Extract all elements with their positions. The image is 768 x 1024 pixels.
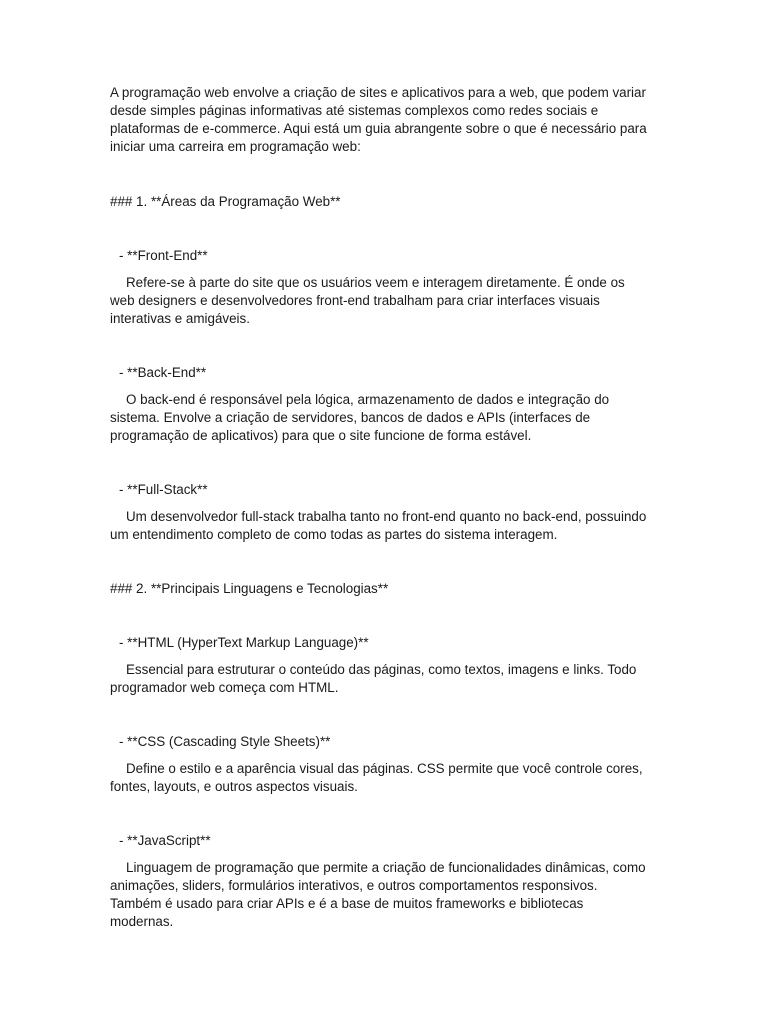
intro-paragraph: A programação web envolve a criação de sites e aplicativos para a web, que podem variar desde simples páginas informativas até sistemas complexos como redes sociais e plataformas de e-commerce. Aqui está um guia abrangente sobre o que é necessário para iniciar uma carreira em programação web:: [110, 85, 647, 154]
section-heading-languages: ### 2. **Principais Linguagens e Tecnologias**: [110, 581, 389, 596]
item-title-html: - **HTML (HyperText Markup Language)**: [119, 635, 369, 650]
section-heading-areas: ### 1. **Áreas da Programação Web**: [110, 194, 341, 209]
item-title-css: - **CSS (Cascading Style Sheets)**: [119, 734, 331, 749]
item-title-javascript: - **JavaScript**: [119, 833, 211, 848]
item-desc-javascript: Linguagem de programação que permite a criação de funcionalidades dinâmicas, como animações, sliders, formulários interativos, e outros comportamentos responsivos. Também é usado para criar APIs e é a base de muitos frameworks e bibliotecas modernas.: [110, 860, 646, 929]
item-desc-full-stack: Um desenvolvedor full-stack trabalha tanto no front-end quanto no back-end, possuindo um entendimento completo de como todas as partes do sistema interagem.: [110, 509, 647, 542]
item-desc-html: Essencial para estruturar o conteúdo das páginas, como textos, imagens e links. Todo programador web começa com HTML.: [110, 662, 637, 695]
document-body: [110, 84, 650, 967]
item-title-full-stack: - **Full-Stack**: [119, 482, 208, 497]
item-title-front-end: - **Front-End**: [119, 248, 208, 263]
item-desc-css: Define o estilo e a aparência visual das páginas. CSS permite que você controle cores, fontes, layouts, e outros aspectos visuais.: [110, 761, 643, 794]
item-desc-back-end: O back-end é responsável pela lógica, armazenamento de dados e integração do sistema. Envolve a criação de servidores, bancos de dados e APIs (interfaces de programação de aplicativos) para que o site funcione de forma estável.: [110, 392, 610, 443]
item-desc-front-end: Refere-se à parte do site que os usuários veem e interagem diretamente. É onde os web designers e desenvolvedores front-end trabalham para criar interfaces visuais interativas e amigáveis.: [110, 275, 625, 326]
item-title-back-end: - **Back-End**: [119, 365, 207, 380]
